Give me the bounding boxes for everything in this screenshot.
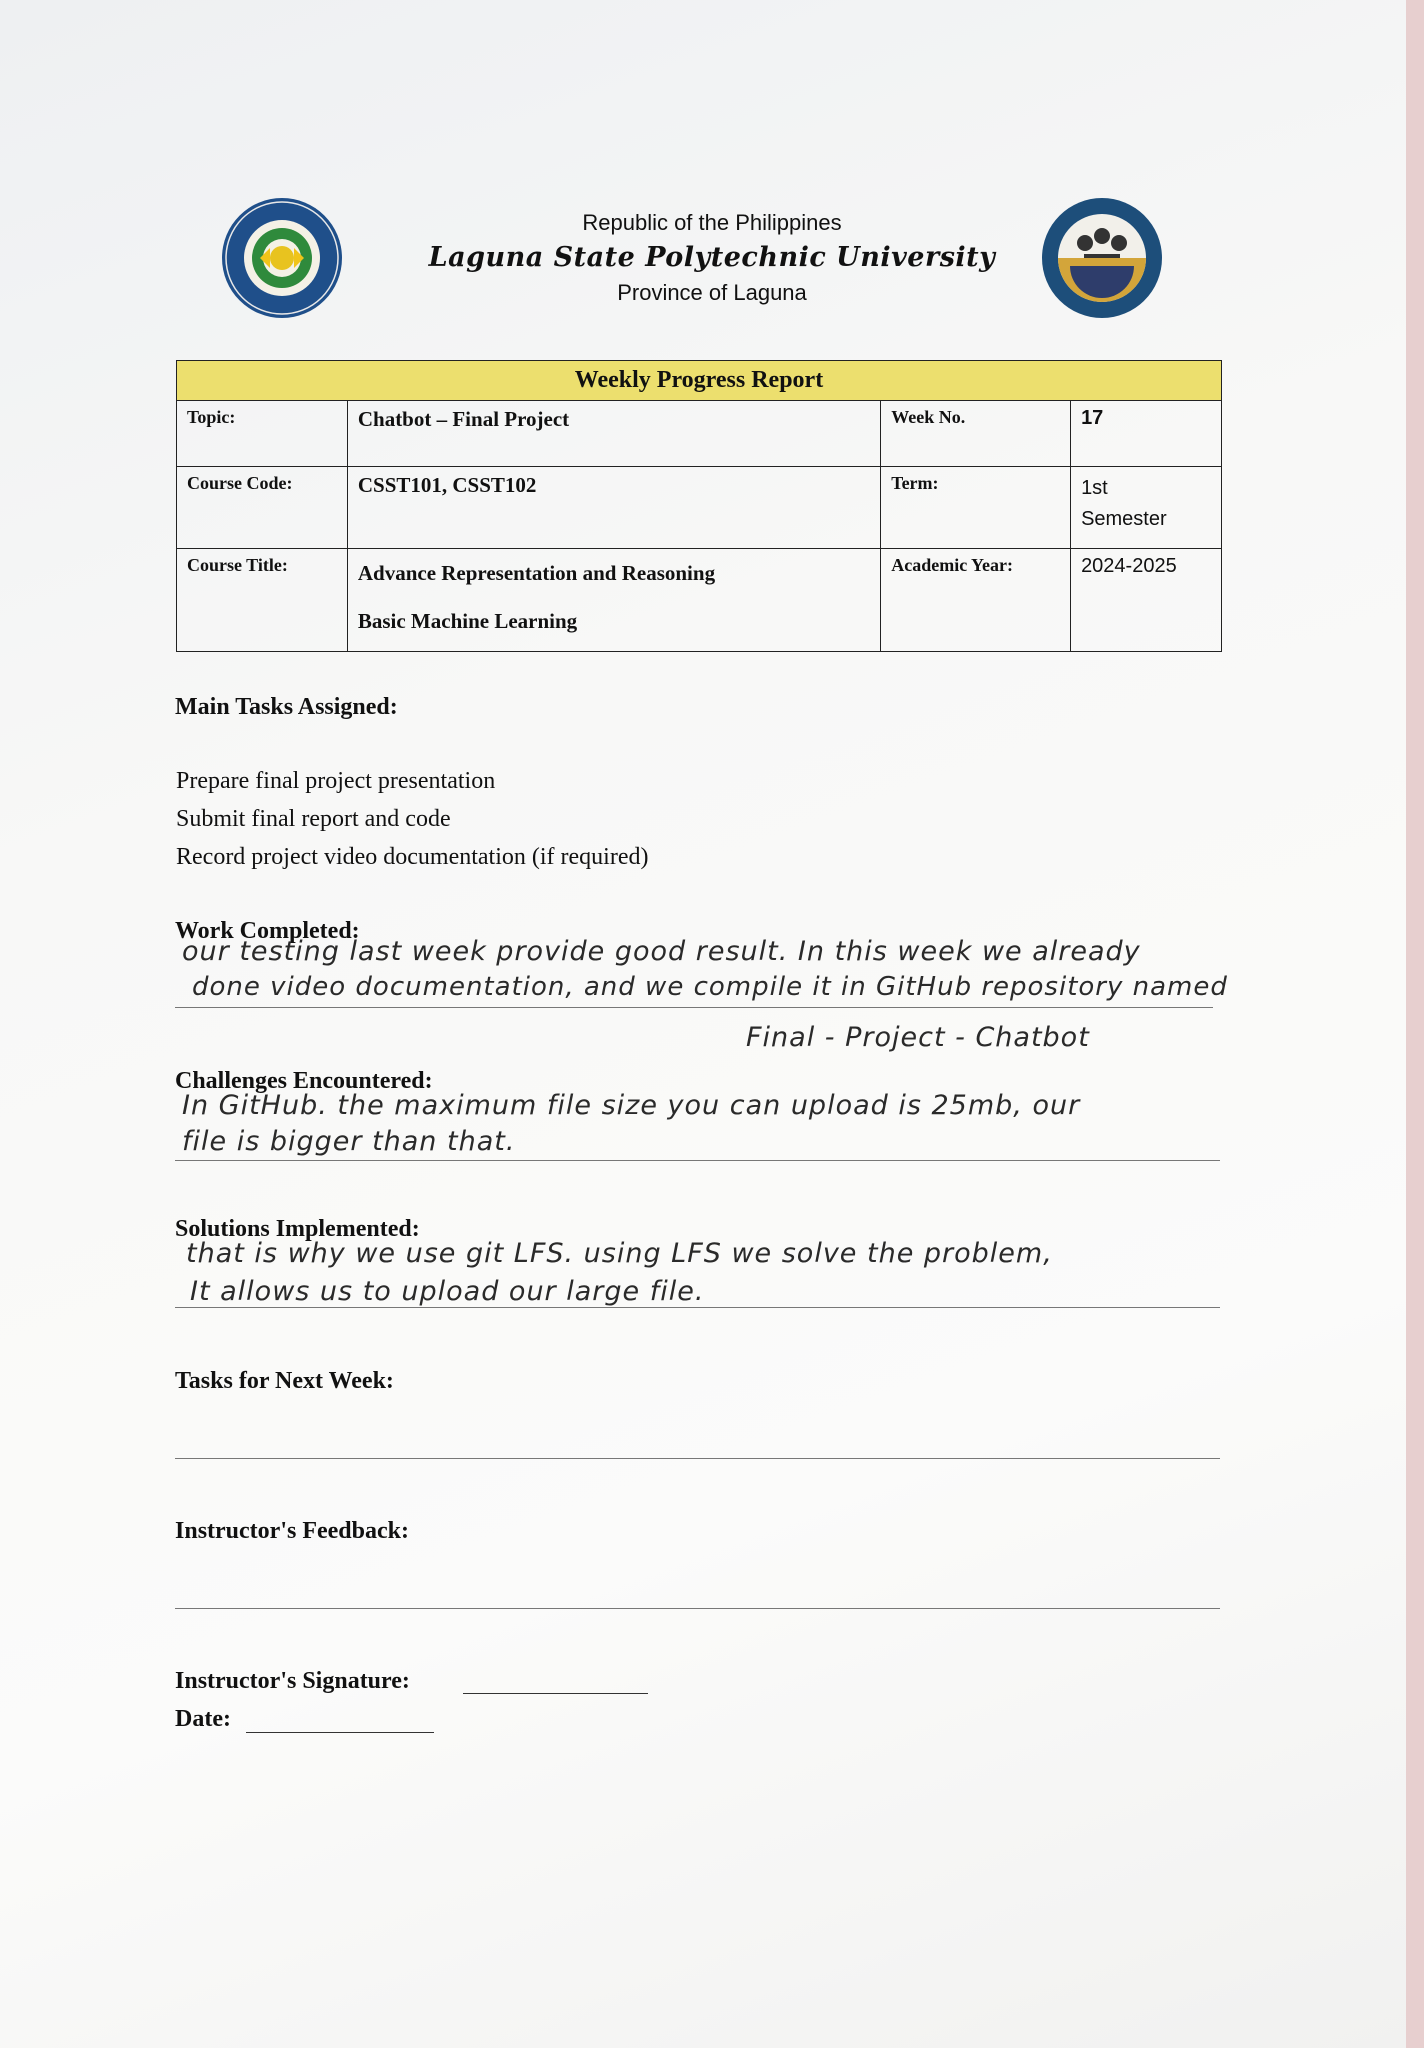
main-tasks-heading: Main Tasks Assigned: (175, 694, 398, 720)
feedback-heading: Instructor's Feedback: (175, 1518, 409, 1544)
term-value (1071, 467, 1222, 549)
answer-line (175, 1307, 1220, 1308)
challenges-heading: Challenges Encountered: (175, 1068, 433, 1094)
week-label: Week No. (881, 401, 1071, 467)
date-label: Date: (175, 1706, 231, 1732)
report-title: Weekly Progress Report (177, 361, 1222, 401)
term-label: Term: (881, 467, 1071, 549)
solutions-line: It allows us to upload our large file. (190, 1276, 705, 1307)
main-task-item: Submit final report and code (176, 806, 451, 832)
challenges-line: In GitHub. the maximum file size you can upload is 25mb, our (182, 1090, 1081, 1121)
report-info-table (176, 360, 1222, 652)
answer-line (175, 1608, 1220, 1609)
signature-line (463, 1693, 648, 1694)
work-completed-line: Final - Project - Chatbot (746, 1022, 1090, 1053)
work-completed-heading: Work Completed: (175, 918, 360, 944)
main-task-item: Prepare final project presentation (176, 768, 496, 794)
year-value: 2024-2025 (1071, 549, 1222, 652)
course-code-label: Course Code: (177, 467, 348, 549)
solutions-line: that is why we use git LFS. using LFS we solve the problem, (186, 1238, 1053, 1269)
topic-value: Chatbot – Final Project (347, 401, 880, 467)
topic-label: Topic: (177, 401, 348, 467)
course-code-value: CSST101, CSST102 (347, 467, 880, 549)
term-line-1: 1st (1081, 477, 1108, 499)
page-edge (1406, 0, 1424, 2048)
challenges-line: file is bigger than that. (182, 1126, 516, 1157)
course-title-label: Course Title: (177, 549, 348, 652)
answer-line (175, 1160, 1220, 1161)
work-completed-line: done video documentation, and we compile it in GitHub repository named (192, 972, 1228, 1002)
next-week-heading: Tasks for Next Week: (175, 1368, 394, 1394)
solutions-heading: Solutions Implemented: (175, 1216, 420, 1242)
course-title-1: Advance Representation and Reasoning (357, 561, 716, 585)
answer-line (175, 1458, 1220, 1459)
province-heading: Province of Laguna (617, 280, 807, 305)
year-label: Academic Year: (881, 549, 1071, 652)
term-line-2: Semester (1081, 508, 1167, 530)
week-value: 17 (1071, 401, 1222, 467)
republic-heading: Republic of the Philippines (582, 210, 842, 235)
university-name: Laguna State Polytechnic University (428, 242, 996, 273)
answer-line (175, 1007, 1213, 1008)
course-title-value (347, 549, 880, 652)
course-title-2: Basic Machine Learning (357, 609, 578, 633)
signature-label: Instructor's Signature: (175, 1668, 410, 1694)
work-completed-line: our testing last week provide good result. In this week we already (182, 936, 1141, 967)
main-task-item: Record project video documentation (if required) (176, 844, 649, 870)
date-line (246, 1732, 434, 1733)
